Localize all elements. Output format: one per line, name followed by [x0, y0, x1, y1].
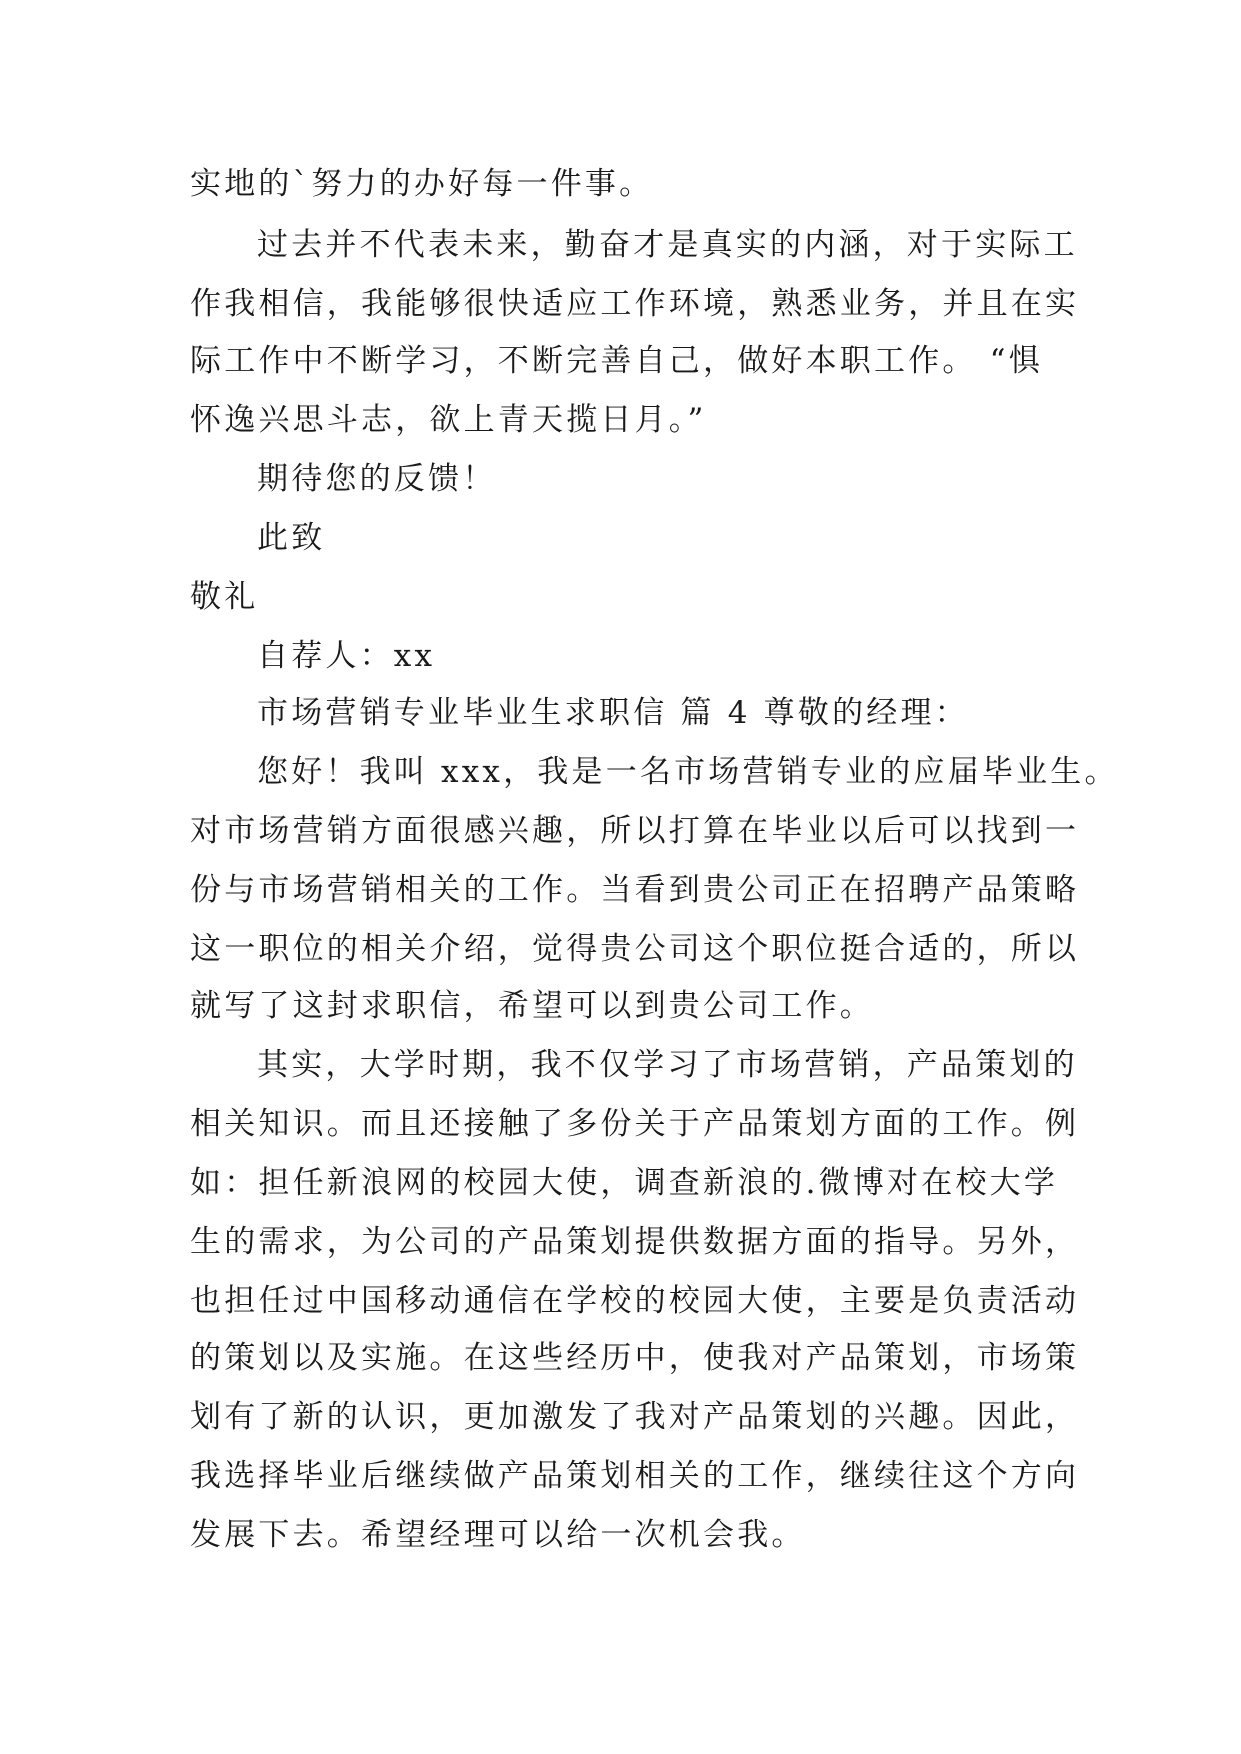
text-line: 际工作中不断学习，不断完善自己，做好本职工作。 “惧	[190, 343, 1043, 379]
signature-line: 自荐人：xx	[257, 638, 436, 674]
text-line: 的策划以及实施。在这些经历中，使我对产品策划，市场策	[190, 1340, 1080, 1376]
text-line: 实地的`努力的办好每一件事。	[190, 166, 654, 202]
text-line: 这一职位的相关介绍，觉得贵公司这个职位挺合适的，所以	[190, 931, 1080, 967]
salutation-line: 敬礼	[190, 579, 259, 615]
text-line: 相关知识。而且还接触了多份关于产品策划方面的工作。例	[190, 1106, 1080, 1142]
text-line: 划有了新的认识，更加激发了我对产品策划的兴趣。因此，	[190, 1399, 1080, 1435]
text-line: 发展下去。希望经理可以给一次机会我。	[190, 1517, 806, 1553]
text-line: 作我相信，我能够很快适应工作环境，熟悉业务，并且在实	[190, 286, 1080, 322]
closing-line: 期待您的反馈！	[257, 461, 497, 497]
text-line: 份与市场营销相关的工作。当看到贵公司正在招聘产品策略	[190, 872, 1080, 908]
section-heading-line: 市场营销专业毕业生求职信 篇 4 尊敬的经理：	[257, 695, 969, 731]
paragraph-start-line: 其实，大学时期，我不仅学习了市场营销，产品策划的	[257, 1047, 1078, 1083]
text-line: 对市场营销方面很感兴趣，所以打算在毕业以后可以找到一	[190, 813, 1080, 849]
salutation-line: 此致	[257, 520, 326, 556]
text-line: 怀逸兴思斗志，欲上青天揽日月。”	[190, 402, 707, 438]
text-line: 就写了这封求职信，希望可以到贵公司工作。	[190, 988, 874, 1024]
text-line: 我选择毕业后继续做产品策划相关的工作，继续往这个方向	[190, 1458, 1080, 1494]
text-line: 生的需求，为公司的产品策划提供数据方面的指导。另外，	[190, 1224, 1080, 1260]
paragraph-start-line: 过去并不代表未来，勤奋才是真实的内涵，对于实际工	[257, 227, 1078, 263]
text-line: 也担任过中国移动通信在学校的校园大使，主要是负责活动	[190, 1283, 1080, 1319]
paragraph-start-line: 您好！我叫 xxx，我是一名市场营销专业的应届毕业生。	[257, 754, 1119, 790]
text-line: 如：担任新浪网的校园大使，调查新浪的.微博对在校大学	[190, 1165, 1059, 1201]
